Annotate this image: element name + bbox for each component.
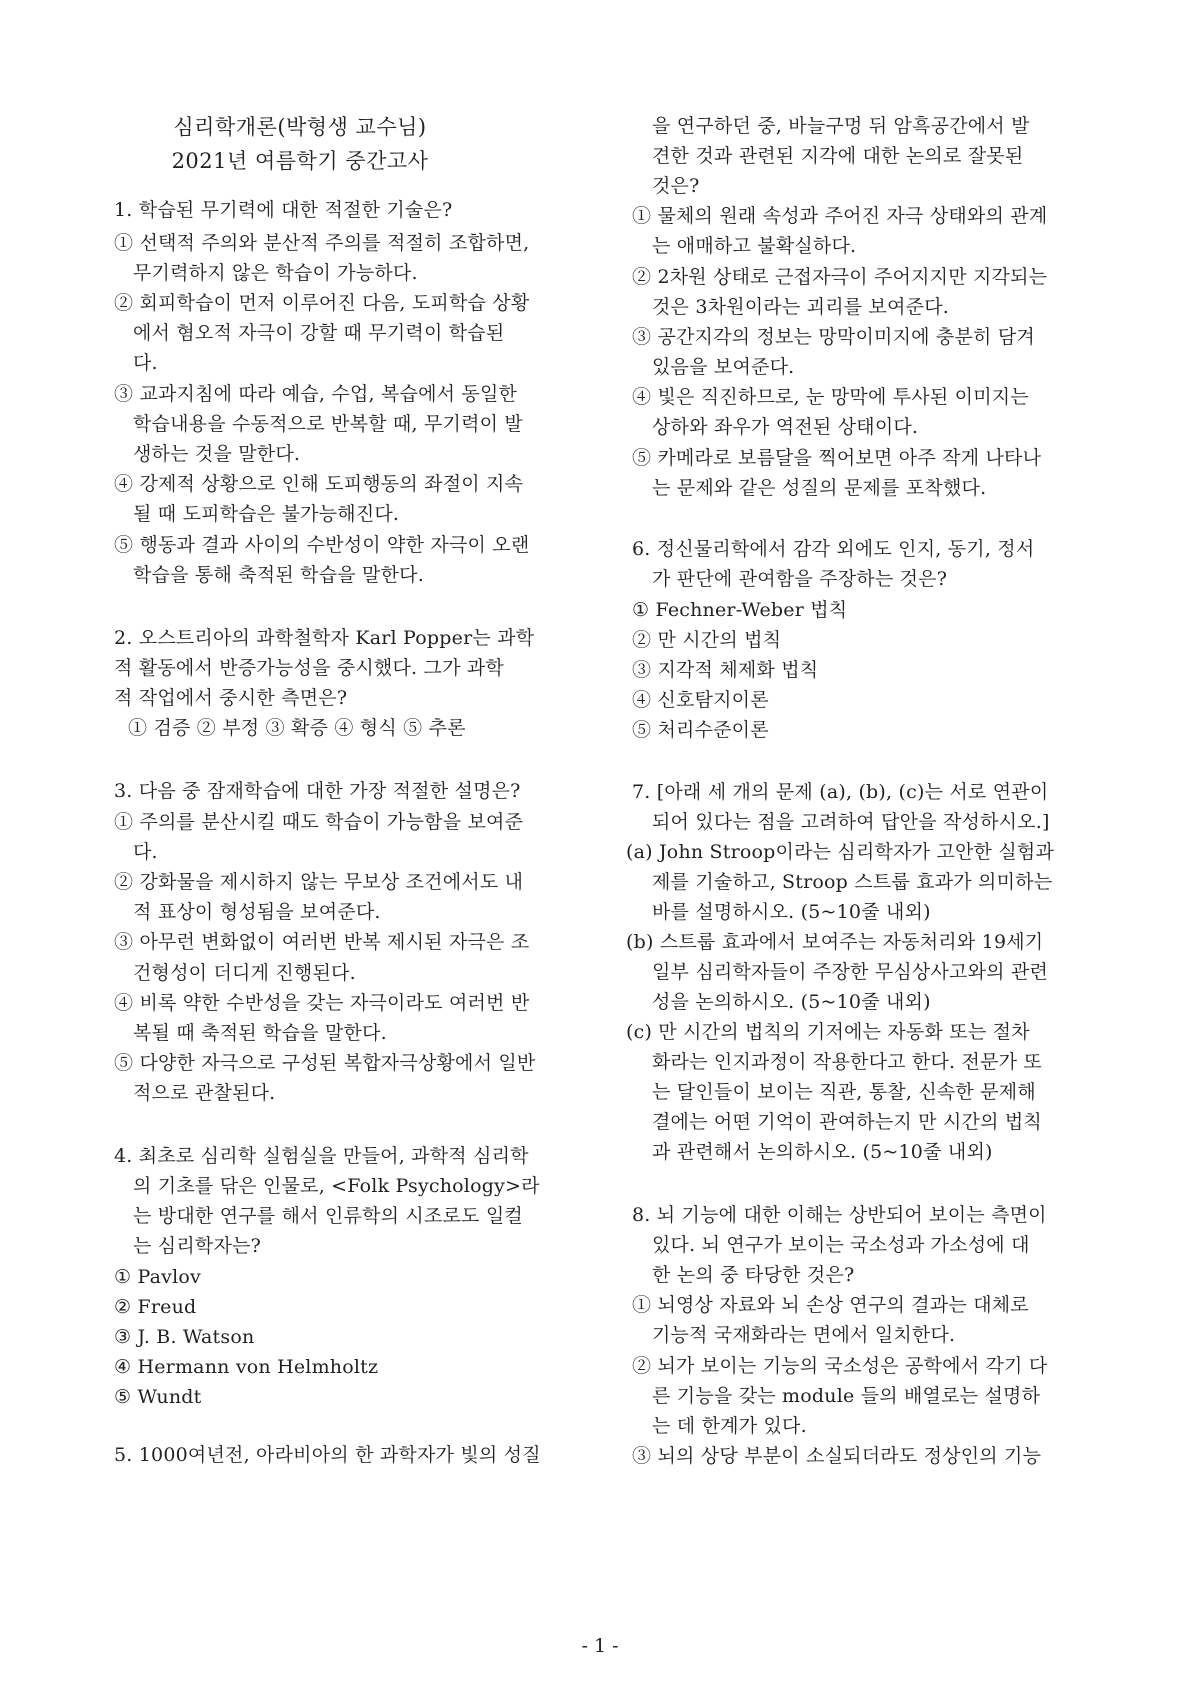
question-line: 건형성이 더디게 진행된다.: [133, 962, 356, 984]
question-line: ④ 강제적 상황으로 인해 도피행동의 좌절이 지속: [114, 473, 524, 495]
question-line: ④ Hermann von Helmholtz: [114, 1356, 379, 1378]
question-line: 학습을 통해 축적된 학습을 말한다.: [133, 564, 424, 586]
question-line: ③ 아무런 변화없이 여러번 반복 제시된 자극은 조: [114, 931, 530, 953]
question-line: 에서 혐오적 자극이 강할 때 무기력이 학습된: [133, 322, 505, 344]
question-line: 는 데 한계가 있다.: [652, 1415, 807, 1437]
question-line: 적으로 관찰된다.: [133, 1082, 276, 1104]
question-line: (c) 만 시간의 법칙의 기저에는 자동화 또는 절차: [626, 1021, 1030, 1043]
question-line: 는 문제와 같은 성질의 문제를 포착했다.: [652, 477, 987, 499]
question-line: 결에는 어떤 기억이 관여하는지 만 시간의 법칙: [652, 1111, 1042, 1133]
question-line: ④ 비록 약한 수반성을 갖는 자극이라도 여러번 반: [114, 992, 530, 1014]
question-line: 적 작업에서 중시한 측면은?: [114, 687, 348, 709]
question-line: 적 활동에서 반증가능성을 중시했다. 그가 과학: [114, 657, 504, 679]
question-line: 가 판단에 관여함을 주장하는 것은?: [652, 568, 948, 590]
question-line: 되어 있다는 점을 고려하여 답안을 작성하시오.]: [652, 811, 1050, 833]
question-line: 제를 기술하고, Stroop 스트룹 효과가 의미하는: [652, 871, 1053, 893]
question-line: 4. 최초로 심리학 실험실을 만들어, 과학적 심리학: [114, 1145, 529, 1167]
question-line: ② Freud: [114, 1296, 197, 1318]
question-line: 5. 1000여년전, 아라비아의 한 과학자가 빛의 성질: [114, 1444, 541, 1466]
exam-title: 심리학개론(박형생 교수님): [173, 115, 427, 139]
question-line: 학습내용을 수동적으로 반복할 때, 무기력이 발: [133, 413, 523, 435]
question-line: 는 애매하고 불확실하다.: [652, 235, 857, 257]
question-line: 다.: [133, 841, 158, 863]
question-line: ② 회피학습이 먼저 이루어진 다음, 도피학습 상황: [114, 292, 530, 314]
question-line: 상하와 좌우가 역전된 상태이다.: [652, 416, 919, 438]
question-line: ② 만 시간의 법칙: [632, 629, 782, 651]
question-line: 바를 설명하시오. (5~10줄 내외): [652, 901, 931, 923]
question-line: 복될 때 축적된 학습을 말한다.: [133, 1022, 387, 1044]
question-line: ① 뇌영상 자료와 뇌 손상 연구의 결과는 대체로: [632, 1294, 1029, 1316]
question-line: 생하는 것을 말한다.: [133, 443, 301, 465]
question-line: ④ 신호탐지이론: [632, 689, 769, 711]
question-line: 른 기능을 갖는 module 들의 배열로는 설명하: [652, 1385, 1041, 1407]
question-line: 있음을 보여준다.: [652, 356, 795, 378]
page-number: - 1 -: [581, 1635, 619, 1657]
question-line: ③ 지각적 체제화 법칙: [632, 659, 819, 681]
question-line: 성을 논의하시오. (5~10줄 내외): [652, 991, 931, 1013]
question-line: 는 심리학자는?: [133, 1235, 261, 1257]
question-line: ⑤ Wundt: [114, 1386, 202, 1408]
question-line: 2. 오스트리아의 과학철학자 Karl Popper는 과학: [114, 627, 535, 649]
question-line: 무기력하지 않은 학습이 가능하다.: [133, 262, 418, 284]
question-line: ④ 빛은 직진하므로, 눈 망막에 투사된 이미지는: [632, 386, 1029, 408]
question-line: ③ 뇌의 상당 부분이 소실되더라도 정상인의 기능: [632, 1445, 1042, 1467]
exam-subtitle: 2021년 여름학기 중간고사: [171, 149, 429, 173]
question-line: 는 방대한 연구를 해서 인류학의 시조로도 일컬: [133, 1205, 523, 1227]
question-line: ① Fechner-Weber 법칙: [632, 599, 848, 621]
question-line: 는 달인들이 보이는 직관, 통찰, 신속한 문제해: [652, 1081, 1036, 1103]
question-line: 것은 3차원이라는 괴리를 보여준다.: [652, 296, 950, 318]
question-line: ⑤ 카메라로 보름달을 찍어보면 아주 작게 나타나: [632, 447, 1042, 469]
question-line: ⑤ 다양한 자극으로 구성된 복합자극상황에서 일반: [114, 1052, 536, 1074]
question-line: ③ 교과지침에 따라 예습, 수업, 복습에서 동일한: [114, 383, 518, 405]
question-line: 적 표상이 형성됨을 보여준다.: [133, 901, 381, 923]
question-line: 화라는 인지과정이 작용한다고 한다. 전문가 또: [652, 1051, 1042, 1073]
question-line: (a) John Stroop이라는 심리학자가 고안한 실험과: [626, 841, 1055, 863]
question-line: ⑤ 행동과 결과 사이의 수반성이 약한 자극이 오랜: [114, 534, 530, 556]
question-line: 기능적 국재화라는 면에서 일치한다.: [652, 1324, 956, 1346]
question-line: 의 기초를 닦은 인물로, <Folk Psychology>라: [133, 1175, 540, 1197]
question-line: ② 2차원 상태로 근접자극이 주어지지만 지각되는: [632, 266, 1048, 288]
question-line: ③ 공간지각의 정보는 망막이미지에 충분히 담겨: [632, 326, 1035, 348]
question-line: 한 논의 중 타당한 것은?: [652, 1264, 855, 1286]
question-line: ① Pavlov: [114, 1266, 201, 1288]
question-line: ⑤ 처리수준이론: [632, 719, 769, 741]
question-line: ① 주의를 분산시킬 때도 학습이 가능함을 보여준: [114, 811, 524, 833]
question-line: ② 뇌가 보이는 기능의 국소성은 공학에서 각기 다: [632, 1355, 1048, 1377]
question-line: 될 때 도피학습은 불가능해진다.: [133, 503, 400, 525]
question-line: 있다. 뇌 연구가 보이는 국소성과 가소성에 대: [652, 1234, 1030, 1256]
question-line: ① 검증 ② 부정 ③ 확증 ④ 형식 ⑤ 추론: [128, 717, 466, 739]
question-line: 3. 다음 중 잠재학습에 대한 가장 적절한 설명은?: [114, 780, 521, 802]
question-line: 견한 것과 관련된 지각에 대한 논의로 잘못된: [652, 145, 1024, 167]
question-line: 1. 학습된 무기력에 대한 적절한 기술은?: [114, 199, 453, 221]
question-line: 일부 심리학자들이 주장한 무심상사고와의 관련: [652, 961, 1049, 983]
question-line: (b) 스트룹 효과에서 보여주는 자동처리와 19세기: [626, 931, 1044, 953]
question-line: ① 선택적 주의와 분산적 주의를 적절히 조합하면,: [114, 232, 530, 254]
question-line: 과 관련해서 논의하시오. (5~10줄 내외): [652, 1141, 993, 1163]
question-line: ③ J. B. Watson: [114, 1326, 255, 1348]
question-line: 다.: [133, 352, 158, 374]
question-line: 7. [아래 세 개의 문제 (a), (b), (c)는 서로 연관이: [632, 781, 1049, 803]
question-line: 것은?: [652, 175, 700, 197]
question-line: 6. 정신물리학에서 감각 외에도 인지, 동기, 정서: [632, 538, 1035, 560]
question-line: 8. 뇌 기능에 대한 이해는 상반되어 보이는 측면이: [632, 1204, 1047, 1226]
question-line: ① 물체의 원래 속성과 주어진 자극 상태와의 관계: [632, 205, 1048, 227]
question-line: ② 강화물을 제시하지 않는 무보상 조건에서도 내: [114, 871, 524, 893]
question-line: 을 연구하던 중, 바늘구멍 뒤 암흑공간에서 발: [652, 115, 1030, 137]
